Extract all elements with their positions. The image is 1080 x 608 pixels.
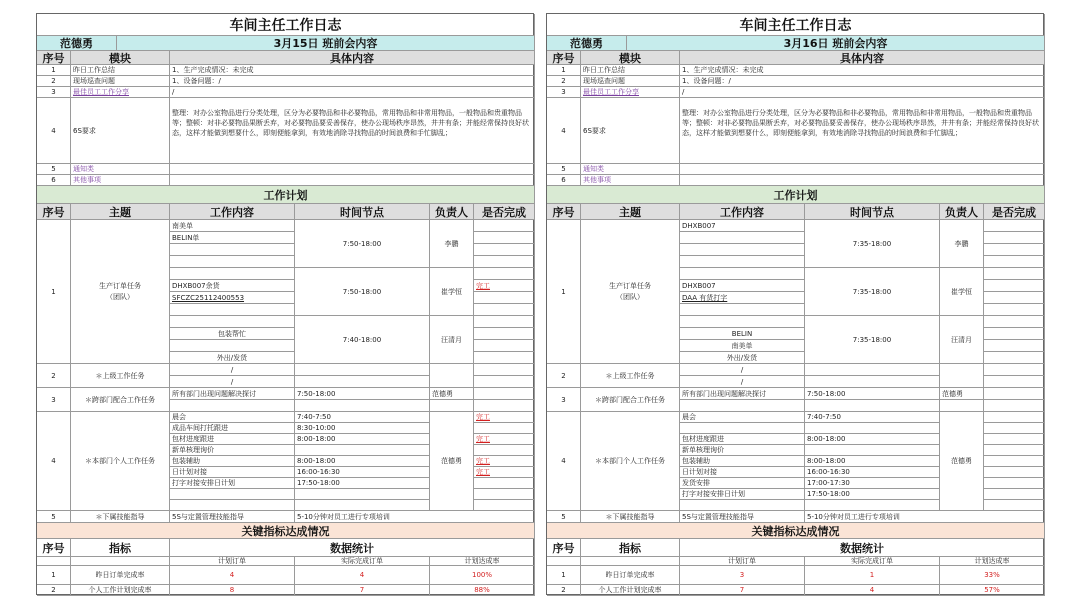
plan-g2-owner <box>430 364 474 388</box>
kpi-sub-empty <box>71 557 170 566</box>
plan-header-done: 是否完成 <box>474 204 535 220</box>
plan-g4-done <box>984 467 1045 478</box>
kpi-row-metric: 个人工作计划完成率 <box>71 585 170 596</box>
meeting-row-seq: 4 <box>37 98 71 164</box>
plan-header-done: 是否完成 <box>984 204 1045 220</box>
plan-g4-owner: 范德勇 <box>430 412 474 511</box>
plan-header-work: 工作内容 <box>680 204 805 220</box>
plan-g4-work: 包材进度跟进 <box>680 434 805 445</box>
plan-g1-time: 7:35-18:00 <box>805 316 940 364</box>
plan-g4-done <box>984 489 1045 500</box>
plan-g4-work: 晨会 <box>170 412 295 423</box>
plan-g2-topic: ＊上级工作任务 <box>71 364 170 388</box>
plan-g2-done <box>474 364 535 376</box>
plan-g2-work: / <box>680 364 805 376</box>
meeting-date-label: 3月16日 班前会内容 <box>627 36 1045 51</box>
plan-g4-time: 8:30-10:00 <box>295 423 430 434</box>
plan-g4-time: 17:00-17:30 <box>805 478 940 489</box>
meeting-row-seq: 5 <box>37 164 71 175</box>
plan-g3-owner: 范德勇 <box>430 388 474 400</box>
plan-g1-work: 外出/发货 <box>680 352 805 364</box>
plan-g2-work: / <box>680 376 805 388</box>
plan-g3-work <box>680 400 805 412</box>
plan-g1-done <box>984 304 1045 316</box>
plan-header-work: 工作内容 <box>170 204 295 220</box>
kpi-sub-rate: 计划达成率 <box>430 557 535 566</box>
plan-g1-done <box>474 352 535 364</box>
plan-g1-owner: 崔学恒 <box>940 268 984 316</box>
plan-g4-work: 发货安排 <box>680 478 805 489</box>
plan-g1-work <box>170 244 295 256</box>
kpi-row-actual: 4 <box>295 566 430 585</box>
plan-g4-time: 8:00-18:00 <box>295 434 430 445</box>
kpi-sub-empty <box>37 557 71 566</box>
meeting-row-content: 1、生产完成情况：未完成 <box>680 65 1045 76</box>
meeting-row-seq: 5 <box>547 164 581 175</box>
meeting-header-seq: 序号 <box>547 51 581 65</box>
kpi-header-metric: 指标 <box>71 539 170 557</box>
meeting-row-content <box>170 164 535 175</box>
meeting-header-content: 具体内容 <box>170 51 535 65</box>
plan-g5-seq: 5 <box>37 511 71 523</box>
plan-g4-time <box>295 489 430 500</box>
kpi-row-actual: 4 <box>805 585 940 596</box>
plan-g1-work: DAA 有货打字 <box>680 292 805 304</box>
plan-g4-time <box>805 445 940 456</box>
plan-g3-work <box>170 400 295 412</box>
plan-g1-work: DHXB007 <box>680 220 805 232</box>
kpi-sub-empty <box>581 557 680 566</box>
kpi-row-planned: 7 <box>680 585 805 596</box>
meeting-row-seq: 6 <box>37 175 71 186</box>
plan-g3-done <box>474 400 535 412</box>
plan-g1-work <box>680 304 805 316</box>
meeting-row-module: 最佳员工工作分享 <box>71 87 170 98</box>
plan-g1-done <box>984 220 1045 232</box>
plan-g4-done: 完工 <box>474 467 535 478</box>
plan-g4-work <box>680 423 805 434</box>
plan-g4-time: 8:00-18:00 <box>805 456 940 467</box>
plan-g5-work: 5S与定置管理技能指导 <box>680 511 805 523</box>
plan-g4-seq: 4 <box>547 412 581 511</box>
plan-g1-done <box>984 280 1045 292</box>
plan-g1-done <box>984 352 1045 364</box>
plan-g4-seq: 4 <box>37 412 71 511</box>
plan-section-title: 工作计划 <box>547 186 1045 204</box>
kpi-row-rate: 100% <box>430 566 535 585</box>
kpi-sub-rate: 计划达成率 <box>940 557 1045 566</box>
plan-g3-time <box>295 400 430 412</box>
plan-g1-done <box>474 220 535 232</box>
plan-g2-done <box>984 364 1045 376</box>
plan-g4-work: 打字对接安排日计划 <box>680 489 805 500</box>
kpi-row-actual: 7 <box>295 585 430 596</box>
kpi-sub-planned: 计划订单 <box>170 557 295 566</box>
plan-g3-seq: 3 <box>37 388 71 412</box>
plan-g4-work <box>170 500 295 511</box>
plan-g1-work <box>170 268 295 280</box>
kpi-row-actual: 1 <box>805 566 940 585</box>
plan-header-topic: 主题 <box>71 204 170 220</box>
plan-g3-time <box>805 400 940 412</box>
plan-g4-time: 17:50-18:00 <box>805 489 940 500</box>
plan-g1-done <box>474 304 535 316</box>
kpi-section-title: 关键指标达成情况 <box>37 523 535 539</box>
plan-g1-work <box>680 232 805 244</box>
meeting-date-label: 3月15日 班前会内容 <box>117 36 535 51</box>
plan-g1-done <box>474 232 535 244</box>
plan-g2-owner <box>940 364 984 388</box>
plan-g1-time: 7:40-18:00 <box>295 316 430 364</box>
plan-g1-work <box>170 304 295 316</box>
plan-g2-seq: 2 <box>37 364 71 388</box>
meeting-row-content: 整理：对办公室物品进行分类处理，区分为必要物品和非必要物品，常用物品和非常用物品，一般物品和贵重物品等；整顿：对非必要物品果断丢弃，对必要物品要妥善保存，使办公现场秩序昂然，井井有条；并能经常保持良好状态，这样才能做到想要什么，即刻便能拿到，有效地消除寻找物品的时间浪费和手忙脚乱； <box>170 98 535 164</box>
plan-g4-topic: ＊本部门个人工作任务 <box>581 412 680 511</box>
meeting-row-seq: 3 <box>37 87 71 98</box>
plan-g4-time: 8:00-18:00 <box>805 434 940 445</box>
plan-g1-done <box>984 340 1045 352</box>
plan-g1-done <box>474 292 535 304</box>
plan-g4-time <box>295 445 430 456</box>
plan-g3-time: 7:50-18:00 <box>295 388 430 400</box>
plan-g3-topic: ＊跨部门配合工作任务 <box>581 388 680 412</box>
plan-g4-work: 新单核理询价 <box>170 445 295 456</box>
plan-g1-work: 包装帮忙 <box>170 328 295 340</box>
meeting-row-module: 其他事项 <box>581 175 680 186</box>
plan-g4-time <box>295 500 430 511</box>
kpi-sub-empty <box>547 557 581 566</box>
plan-header-topic: 主题 <box>581 204 680 220</box>
meeting-row-module: 最佳员工工作分享 <box>581 87 680 98</box>
meeting-row-content: / <box>680 87 1045 98</box>
plan-g1-work: DHXB007 <box>680 280 805 292</box>
plan-g4-done <box>984 412 1045 423</box>
meeting-row-content <box>170 175 535 186</box>
work-log-spreadsheet <box>36 13 1044 595</box>
plan-g1-work <box>680 316 805 328</box>
plan-g4-done <box>474 489 535 500</box>
plan-g3-topic: ＊跨部门配合工作任务 <box>71 388 170 412</box>
plan-header-seq: 序号 <box>547 204 581 220</box>
plan-g1-time: 7:35-18:00 <box>805 220 940 268</box>
plan-header-seq: 序号 <box>37 204 71 220</box>
plan-g3-work: 所有部门出现问题解决探讨 <box>680 388 805 400</box>
kpi-row-seq: 2 <box>37 585 71 596</box>
kpi-header-metric: 指标 <box>581 539 680 557</box>
meeting-row-content: 整理：对办公室物品进行分类处理，区分为必要物品和非必要物品，常用物品和非常用物品，一般物品和贵重物品等；整顿：对非必要物品果断丢弃，对必要物品要妥善保存，使办公现场秩序昂然，井井有条；并能经常保持良好状态，这样才能做到想要什么，即刻便能拿到，有效地消除寻找物品的时间浪费和手忙脚乱； <box>680 98 1045 164</box>
plan-g4-done <box>984 445 1045 456</box>
plan-g2-done <box>474 376 535 388</box>
plan-g3-work: 所有部门出现问题解决探讨 <box>170 388 295 400</box>
meeting-row-seq: 1 <box>547 65 581 76</box>
plan-g1-work <box>680 256 805 268</box>
plan-g1-topic: 生产订单任务（团队） <box>71 220 170 364</box>
plan-g3-done <box>984 388 1045 400</box>
plan-g1-work: DHXB007余货 <box>170 280 295 292</box>
plan-g3-time: 7:50-18:00 <box>805 388 940 400</box>
plan-g4-owner: 范德勇 <box>940 412 984 511</box>
plan-g4-done <box>984 456 1045 467</box>
plan-g1-work: 外出/发货 <box>170 352 295 364</box>
meeting-row-content <box>680 175 1045 186</box>
plan-g2-time <box>805 376 940 388</box>
plan-g1-work: BELIN单 <box>170 232 295 244</box>
plan-header-owner: 负责人 <box>430 204 474 220</box>
plan-g1-work <box>680 268 805 280</box>
plan-g1-done <box>984 232 1045 244</box>
meeting-row-module: 现场巡查问题 <box>71 76 170 87</box>
meeting-row-content: 1、生产完成情况：未完成 <box>170 65 535 76</box>
plan-g1-owner: 汪清月 <box>940 316 984 364</box>
plan-g4-done <box>984 500 1045 511</box>
sheet-title: 车间主任工作日志 <box>547 14 1045 36</box>
plan-g4-work: 日计划对接 <box>680 467 805 478</box>
plan-g1-work <box>170 256 295 268</box>
plan-g5-time: 5-10分钟对员工进行专项培训 <box>295 511 535 523</box>
meeting-row-module: 昨日工作总结 <box>71 65 170 76</box>
plan-g2-time <box>295 376 430 388</box>
kpi-row-metric: 昨日订单完成率 <box>581 566 680 585</box>
meeting-row-content <box>680 164 1045 175</box>
plan-g1-seq: 1 <box>547 220 581 364</box>
kpi-row-rate: 57% <box>940 585 1045 596</box>
plan-g4-done <box>984 434 1045 445</box>
plan-g3-owner <box>430 400 474 412</box>
plan-g4-done: 完工 <box>474 412 535 423</box>
plan-g1-done <box>474 340 535 352</box>
plan-g4-done <box>474 500 535 511</box>
kpi-row-rate: 88% <box>430 585 535 596</box>
plan-g4-work: 成品车间打托跟进 <box>170 423 295 434</box>
meeting-row-module: 通知类 <box>581 164 680 175</box>
kpi-row-seq: 1 <box>37 566 71 585</box>
plan-g4-work: 包材进度跟进 <box>170 434 295 445</box>
plan-g5-topic: ＊下属技能指导 <box>71 511 170 523</box>
plan-g1-done <box>474 316 535 328</box>
plan-g2-topic: ＊上级工作任务 <box>581 364 680 388</box>
kpi-row-seq: 1 <box>547 566 581 585</box>
plan-g2-time <box>805 364 940 376</box>
plan-g4-work: 日计划对接 <box>170 467 295 478</box>
plan-g4-done <box>474 423 535 434</box>
meeting-header-module: 模块 <box>71 51 170 65</box>
plan-g1-work <box>680 244 805 256</box>
plan-g4-time: 17:50-18:00 <box>295 478 430 489</box>
kpi-header-seq: 序号 <box>37 539 71 557</box>
kpi-row-planned: 8 <box>170 585 295 596</box>
plan-g4-done <box>984 423 1045 434</box>
kpi-header-seq: 序号 <box>547 539 581 557</box>
plan-g4-time: 7:40-7:50 <box>805 412 940 423</box>
plan-g1-work <box>170 316 295 328</box>
plan-g1-done <box>474 328 535 340</box>
plan-g4-work: 打字对接安排日计划 <box>170 478 295 489</box>
meeting-header-content: 具体内容 <box>680 51 1045 65</box>
plan-g4-work: 新单核理询价 <box>680 445 805 456</box>
meeting-row-module: 昨日工作总结 <box>581 65 680 76</box>
kpi-header-stats: 数据统计 <box>680 539 1045 557</box>
plan-g1-topic: 生产订单任务（团队） <box>581 220 680 364</box>
plan-g2-time <box>295 364 430 376</box>
kpi-row-seq: 2 <box>547 585 581 596</box>
meeting-row-seq: 2 <box>37 76 71 87</box>
plan-g2-work: / <box>170 364 295 376</box>
meeting-row-seq: 3 <box>547 87 581 98</box>
meeting-row-content: 1、设备问题：/ <box>680 76 1045 87</box>
plan-g1-seq: 1 <box>37 220 71 364</box>
meeting-row-module: 通知类 <box>71 164 170 175</box>
plan-g1-done <box>984 268 1045 280</box>
kpi-row-planned: 4 <box>170 566 295 585</box>
plan-g4-time <box>805 500 940 511</box>
plan-g4-work <box>680 500 805 511</box>
meeting-row-module: 其他事项 <box>71 175 170 186</box>
plan-g5-topic: ＊下属技能指导 <box>581 511 680 523</box>
plan-g1-done <box>984 292 1045 304</box>
plan-g3-done <box>474 388 535 400</box>
plan-g4-done <box>984 478 1045 489</box>
plan-g1-done <box>984 328 1045 340</box>
meeting-row-module: 现场巡查问题 <box>581 76 680 87</box>
plan-g1-work <box>170 340 295 352</box>
plan-header-time: 时间节点 <box>805 204 940 220</box>
plan-g2-seq: 2 <box>547 364 581 388</box>
meeting-row-seq: 2 <box>547 76 581 87</box>
plan-section-title: 工作计划 <box>37 186 535 204</box>
plan-g1-done: 完工 <box>474 280 535 292</box>
plan-g1-done <box>984 244 1045 256</box>
plan-header-time: 时间节点 <box>295 204 430 220</box>
kpi-row-metric: 个人工作计划完成率 <box>581 585 680 596</box>
meeting-header-module: 模块 <box>581 51 680 65</box>
plan-g1-work: 南美单 <box>680 340 805 352</box>
plan-g1-done <box>474 256 535 268</box>
plan-g2-work: / <box>170 376 295 388</box>
meeting-row-content: 1、设备问题：/ <box>170 76 535 87</box>
kpi-row-metric: 昨日订单完成率 <box>71 566 170 585</box>
plan-g3-owner: 范德勇 <box>940 388 984 400</box>
plan-g4-work: 晨会 <box>680 412 805 423</box>
plan-g1-time: 7:50-18:00 <box>295 220 430 268</box>
plan-g4-work: 包装辅助 <box>680 456 805 467</box>
plan-g4-work <box>170 489 295 500</box>
meeting-row-seq: 4 <box>547 98 581 164</box>
meeting-row-module: 6S要求 <box>581 98 680 164</box>
sheet-title: 车间主任工作日志 <box>37 14 535 36</box>
plan-g4-time: 16:00-16:30 <box>295 467 430 478</box>
plan-g1-owner: 崔学恒 <box>430 268 474 316</box>
kpi-header-stats: 数据统计 <box>170 539 535 557</box>
meeting-row-seq: 6 <box>547 175 581 186</box>
plan-g1-work: 南美单 <box>170 220 295 232</box>
plan-g1-done <box>474 268 535 280</box>
manager-name: 范德勇 <box>37 36 117 51</box>
plan-g4-time: 7:40-7:50 <box>295 412 430 423</box>
plan-g1-work: SFCZC25112400553 <box>170 292 295 304</box>
sheet-mar16 <box>546 13 1044 595</box>
plan-g1-time: 7:35-18:00 <box>805 268 940 316</box>
plan-g5-seq: 5 <box>547 511 581 523</box>
plan-g5-time: 5-10分钟对员工进行专项培训 <box>805 511 1045 523</box>
plan-g1-done <box>984 316 1045 328</box>
plan-g1-done <box>984 256 1045 268</box>
plan-g1-done <box>474 244 535 256</box>
plan-g1-owner: 李鹏 <box>430 220 474 268</box>
plan-g4-done <box>474 478 535 489</box>
kpi-sub-planned: 计划订单 <box>680 557 805 566</box>
plan-g3-owner <box>940 400 984 412</box>
manager-name: 范德勇 <box>547 36 627 51</box>
plan-g4-time: 8:00-18:00 <box>295 456 430 467</box>
plan-g4-done: 完工 <box>474 456 535 467</box>
plan-g1-time: 7:50-18:00 <box>295 268 430 316</box>
plan-g3-done <box>984 400 1045 412</box>
plan-g5-work: 5S与定置管理技能指导 <box>170 511 295 523</box>
kpi-row-planned: 3 <box>680 566 805 585</box>
plan-g1-owner: 汪清月 <box>430 316 474 364</box>
meeting-row-module: 6S要求 <box>71 98 170 164</box>
plan-g4-time: 16:00-16:30 <box>805 467 940 478</box>
kpi-row-rate: 33% <box>940 566 1045 585</box>
meeting-header-seq: 序号 <box>37 51 71 65</box>
plan-g4-time <box>805 423 940 434</box>
kpi-section-title: 关键指标达成情况 <box>547 523 1045 539</box>
plan-g4-done: 完工 <box>474 434 535 445</box>
meeting-row-seq: 1 <box>37 65 71 76</box>
plan-g3-seq: 3 <box>547 388 581 412</box>
plan-g4-work: 包装辅助 <box>170 456 295 467</box>
plan-g4-done <box>474 445 535 456</box>
meeting-row-content: / <box>170 87 535 98</box>
kpi-sub-actual: 实际完成订单 <box>295 557 430 566</box>
plan-g1-owner: 李鹏 <box>940 220 984 268</box>
plan-g1-work: BELIN <box>680 328 805 340</box>
plan-g4-topic: ＊本部门个人工作任务 <box>71 412 170 511</box>
plan-g2-done <box>984 376 1045 388</box>
kpi-sub-actual: 实际完成订单 <box>805 557 940 566</box>
sheet-mar15 <box>36 13 534 595</box>
plan-header-owner: 负责人 <box>940 204 984 220</box>
